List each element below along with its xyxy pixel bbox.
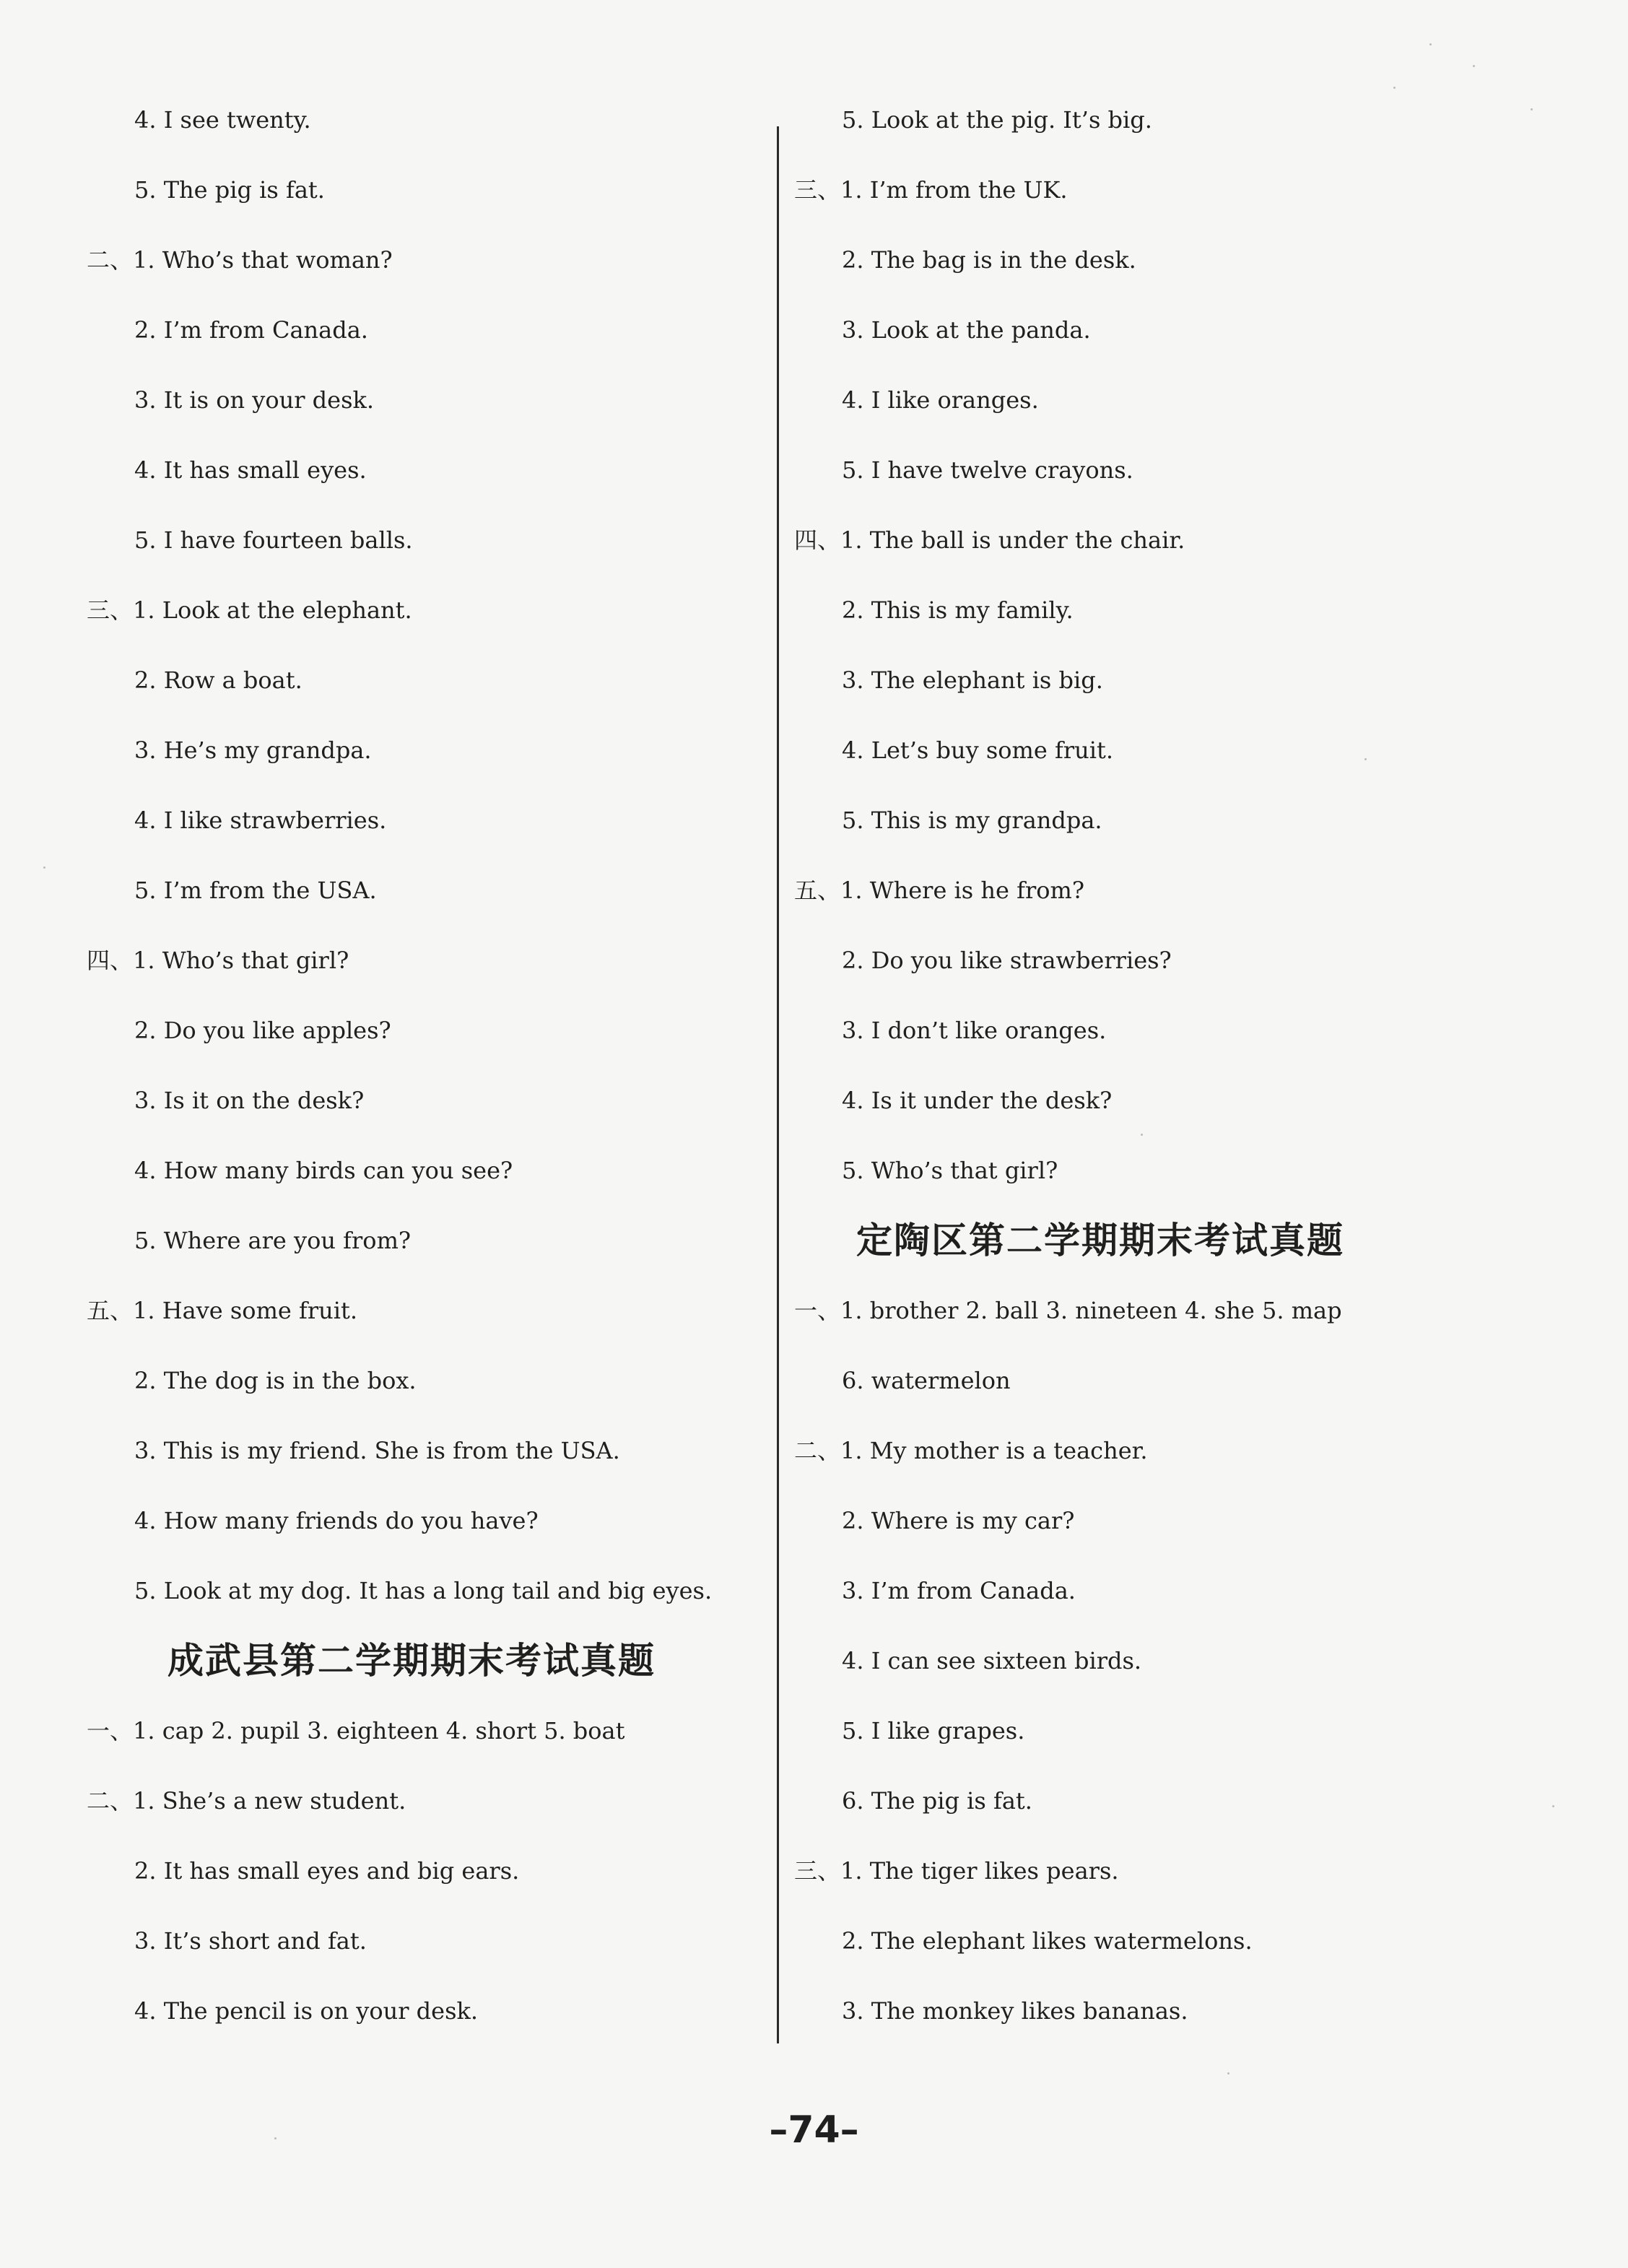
answer-line: 2. The bag is in the desk. bbox=[842, 246, 1136, 274]
answer-line: 5. I have fourteen balls. bbox=[134, 526, 413, 554]
answer-line: 三、1. I’m from the UK. bbox=[794, 176, 1068, 204]
answer-line: 5. I have twelve crayons. bbox=[842, 456, 1133, 484]
scan-speck bbox=[274, 2137, 277, 2139]
answer-line: 2. I’m from Canada. bbox=[134, 316, 368, 344]
answer-line: 5. Look at my dog. It has a long tail and big eyes. bbox=[134, 1577, 713, 1604]
column-divider bbox=[777, 126, 779, 2043]
answer-line: 4. How many friends do you have? bbox=[134, 1507, 539, 1534]
answer-line: 4. I see twenty. bbox=[134, 106, 311, 134]
answer-line: 2. Do you like strawberries? bbox=[842, 947, 1172, 974]
answer-line: 4. How many birds can you see? bbox=[134, 1157, 513, 1184]
answer-line: 5. Look at the pig. It’s big. bbox=[842, 106, 1152, 134]
answer-line: 4. I like oranges. bbox=[842, 386, 1039, 414]
scan-speck bbox=[1531, 108, 1533, 110]
answer-line: 三、1. The tiger likes pears. bbox=[794, 1857, 1119, 1885]
answer-line: 5. The pig is fat. bbox=[134, 176, 325, 204]
answer-line: 3. Is it on the desk? bbox=[134, 1087, 365, 1114]
scan-speck bbox=[1552, 1805, 1554, 1807]
answer-line: 四、1. The ball is under the chair. bbox=[794, 526, 1185, 554]
answer-line: 5. I’m from the USA. bbox=[134, 877, 377, 904]
answer-line: 5. I like grapes. bbox=[842, 1717, 1025, 1745]
answer-line: 2. Do you like apples? bbox=[134, 1017, 391, 1044]
page-number: –74– bbox=[769, 2108, 859, 2152]
answer-line: 三、1. Look at the elephant. bbox=[87, 596, 412, 624]
scan-speck bbox=[1141, 1134, 1143, 1136]
answer-line: 6. watermelon bbox=[842, 1367, 1011, 1394]
scan-speck bbox=[43, 866, 45, 869]
answer-line: 二、1. My mother is a teacher. bbox=[794, 1437, 1148, 1464]
answer-line: 二、1. Who’s that woman? bbox=[87, 246, 393, 274]
answer-line: 2. It has small eyes and big ears. bbox=[134, 1857, 520, 1885]
answer-line: 五、1. Where is he from? bbox=[794, 877, 1085, 904]
answer-line: 3. It is on your desk. bbox=[134, 386, 375, 414]
answer-line: 3. This is my friend. She is from the USA. bbox=[134, 1437, 620, 1464]
answer-line: 一、1. cap 2. pupil 3. eighteen 4. short 5. boat bbox=[87, 1717, 625, 1745]
answer-line: 4. I can see sixteen birds. bbox=[842, 1647, 1142, 1674]
answer-line: 4. Let’s buy some fruit. bbox=[842, 737, 1114, 764]
answer-line: 4. Is it under the desk? bbox=[842, 1087, 1113, 1114]
scan-speck bbox=[1393, 87, 1396, 89]
answer-line: 2. Where is my car? bbox=[842, 1507, 1075, 1534]
section-heading-chengwu: 成武县第二学期期末考试真题 bbox=[167, 1640, 656, 1682]
answer-line: 2. The elephant likes watermelons. bbox=[842, 1927, 1253, 1955]
answer-line: 3. The elephant is big. bbox=[842, 666, 1103, 694]
answer-line: 2. The dog is in the box. bbox=[134, 1367, 417, 1394]
scan-speck bbox=[1473, 65, 1475, 67]
answer-line: 3. I’m from Canada. bbox=[842, 1577, 1076, 1604]
answer-line: 2. This is my family. bbox=[842, 596, 1074, 624]
answer-line: 4. It has small eyes. bbox=[134, 456, 367, 484]
answer-line: 四、1. Who’s that girl? bbox=[87, 947, 349, 974]
answer-line: 4. I like strawberries. bbox=[134, 807, 387, 834]
answer-line: 3. He’s my grandpa. bbox=[134, 737, 372, 764]
answer-line: 2. Row a boat. bbox=[134, 666, 302, 694]
answer-line: 3. The monkey likes bananas. bbox=[842, 1997, 1188, 2025]
scan-speck bbox=[1429, 43, 1432, 45]
answer-line: 3. It’s short and fat. bbox=[134, 1927, 367, 1955]
scan-speck bbox=[1364, 758, 1367, 760]
answer-line: 5. Who’s that girl? bbox=[842, 1157, 1058, 1184]
scan-speck bbox=[1227, 2072, 1229, 2074]
answer-line: 3. Look at the panda. bbox=[842, 316, 1091, 344]
answer-line: 4. The pencil is on your desk. bbox=[134, 1997, 479, 2025]
answer-line: 6. The pig is fat. bbox=[842, 1787, 1032, 1815]
section-heading-dingtao: 定陶区第二学期期末考试真题 bbox=[856, 1220, 1344, 1261]
answer-line: 二、1. She’s a new student. bbox=[87, 1787, 406, 1815]
answer-line: 五、1. Have some fruit. bbox=[87, 1297, 358, 1324]
answer-line: 3. I don’t like oranges. bbox=[842, 1017, 1107, 1044]
answer-line: 一、1. brother 2. ball 3. nineteen 4. she 5. map bbox=[794, 1297, 1342, 1324]
answer-line: 5. Where are you from? bbox=[134, 1227, 412, 1254]
answer-line: 5. This is my grandpa. bbox=[842, 807, 1102, 834]
